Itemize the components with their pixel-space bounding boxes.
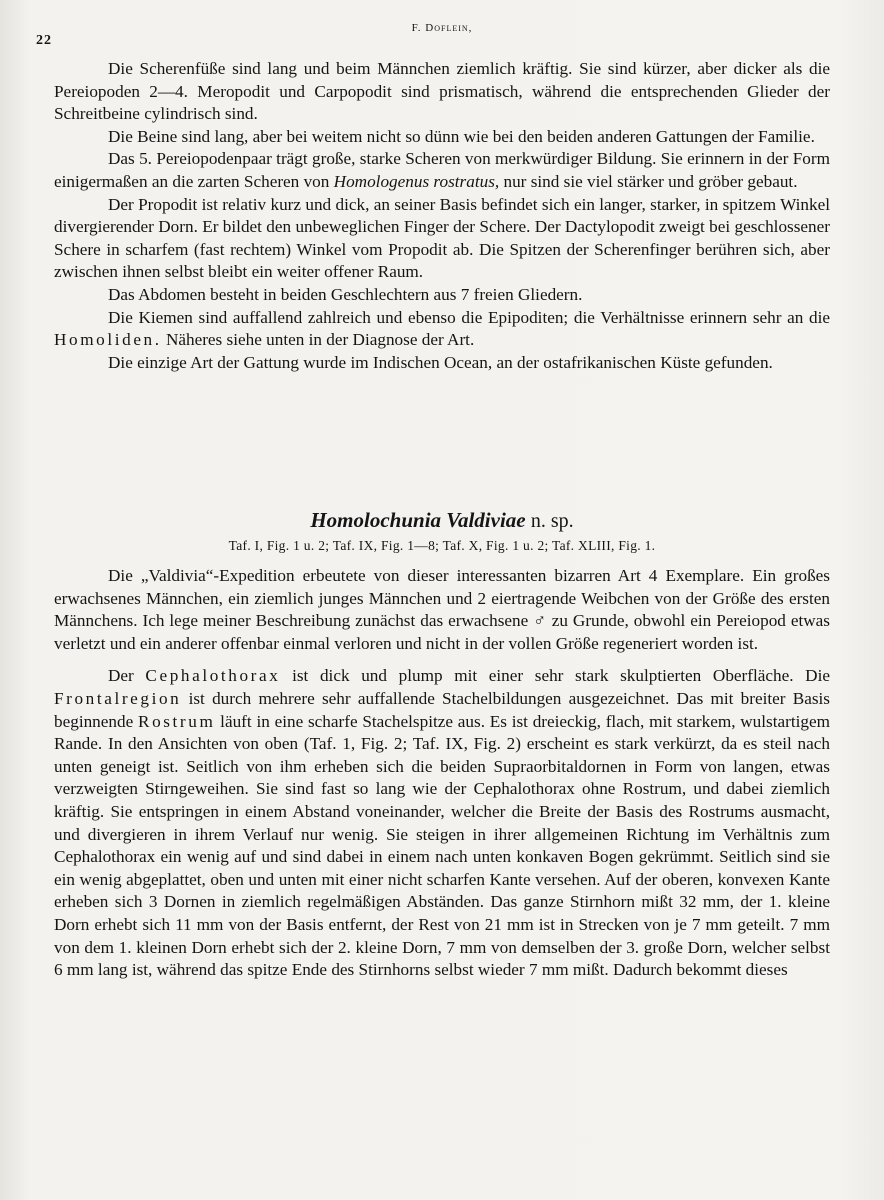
text-run: Näheres siehe unten in der Diagnose der Art.	[161, 330, 475, 350]
species-reference-italic: Homologenus rostratus,	[333, 171, 500, 191]
paragraph-chelipeds: Die Scherenfüße sind lang und beim Männchen ziemlich kräftig. Sie sind kürzer, aber dicker als die Pereiopoden 2—4. Meropodit und Carpopodit sind prismatisch, während die entsprechenden Glieder der Schreitbeine cylindrisch sind.	[54, 59, 830, 124]
genus-description-text	[54, 58, 830, 374]
paragraph-abdomen: Das Abdomen besteht in beiden Geschlechtern aus 7 freien Gliedern.	[108, 284, 583, 304]
text-run: läuft in eine scharfe Stachelspitze aus. Es ist dreieckig, flach, mit starkem, wulstartigem Rande. In den Ansichten von oben (Taf. 1, Fig. 2; Taf. IX, Fig. 2) erscheint es stark verkürzt, da es steil nach unten geneigt ist. Seitlich von ihm erheben sich die beiden Supraorbitaldornen in Form von langen, etwas verzweigten Stirngeweihen. Sie sind fast so lang wie der Cephalothorax ohne Rostrum, und dabei ziemlich kräftig. Sie entspringen in einem Abstand voneinander, welcher die Breite der Basis des Rostrums ausmacht, und divergieren in ihrem Verlauf nur wenig. Sie steigen in ihrer allgemeinen Richtung im Verhältnis zum Cephalothorax ein wenig auf und sind dabei in einem nach unten konkaven Bogen gekrümmt. Seitlich sind sie ein wenig abgeplattet, oben und unten mit einer nicht scharfen Kante versehen. Auf der oberen, konvexen Kante erheben sich 3 Dornen in ziemlich regelmäßigen Abständen. Das ganze Stirnhorn mißt 32 mm, der 1. kleine Dorn erhebt sich 11 mm von der Basis entfernt, der Rest von 21 mm ist in Strecken von je 7 mm geteilt. 7 mm von dem 1. kleinen Dorn erhebt sich der 2. kleine Dorn, 7 mm von demselben der 3. große Dorn, welcher selbst 6 mm lang ist, während das spitze Ende des Stirnhorns selbst wieder 7 mm mißt. Dadurch bekommt dieses	[54, 711, 831, 980]
paragraph-propodit: Der Propodit ist relativ kurz und dick, an seiner Basis befindet sich ein langer, starker, in spitzem Winkel divergierender Dorn. Er bildet den unbeweglichen Finger der Schere. Der Dactylopodit zweigt bei geschlossener Schere in scharfem (fast rechtem) Winkel vom Propodit ab. Die Spitzen der Scherenfinger berühren sich, aber zwischen ihnen selbst bleibt ein weiter offener Raum.	[54, 194, 830, 282]
text-run: Das 5. Pereiopodenpaar trägt große, starke Scheren von merkwürdiger Bildung. Sie erinnern in der Form einigermaßen an die zarten Scheren von	[54, 149, 830, 191]
page-number: 22	[36, 33, 52, 48]
paragraph-distribution: Die einzige Art der Gattung wurde im Indischen Ocean, an der ostafrikanischen Küste gefunden.	[108, 352, 773, 372]
paragraph-fifth-pereiopod	[54, 148, 830, 193]
text-run: Der	[108, 666, 146, 686]
paragraph-cephalothorax	[54, 665, 830, 981]
species-heading	[0, 508, 884, 533]
species-description-text	[54, 565, 830, 982]
text-run: Die Kiemen sind auffallend zahlreich und ebenso die Epipoditen; die Verhältnisse erinnern sehr an die	[108, 307, 830, 327]
text-run: ist dick und plump mit einer sehr stark skulptierten Oberfläche. Die	[280, 666, 831, 686]
spaced-term-cephalothorax: Cephalothorax	[145, 666, 281, 686]
text-run: nur sind sie viel stärker und gröber gebaut.	[499, 171, 798, 191]
paragraph-legs: Die Beine sind lang, aber bei weitem nicht so dünn wie bei den beiden anderen Gattungen der Familie.	[108, 126, 815, 146]
paragraph-gills	[54, 307, 830, 352]
species-author: n. sp.	[530, 510, 574, 532]
spaced-term-frontalregion: Frontalregion	[54, 688, 182, 708]
plate-references: Taf. I, Fig. 1 u. 2; Taf. IX, Fig. 1—8; Taf. X, Fig. 1 u. 2; Taf. XLIII, Fig. 1.	[228, 538, 656, 553]
spaced-term-homoliden: Homoliden.	[54, 330, 162, 350]
text-run: ist durch mehrere sehr auffallende Stachelbildungen ausgezeichnet. Das mit breiter Basis beginnende	[54, 688, 830, 731]
species-name: Homolochunia Valdiviae	[310, 508, 526, 532]
spaced-term-rostrum: Rostrum	[138, 711, 216, 731]
running-head: F. Doflein,	[411, 22, 473, 34]
paragraph-expedition: Die „Valdivia“-Expedition erbeutete von dieser interessanten bizarren Art 4 Exemplare. Ein großes erwachsenes Männchen, ein ziemlich junges Männchen und 2 eiertragende Weibchen von der Größe des ersten Männchens. Ich lege meiner Beschreibung zunächst das erwachsene ♂ zu Grunde, obwohl ein Pereiopod etwas verletzt und ein anderer offenbar einmal verloren und nicht in der vollen Größe regeneriert worden ist.	[54, 566, 830, 653]
